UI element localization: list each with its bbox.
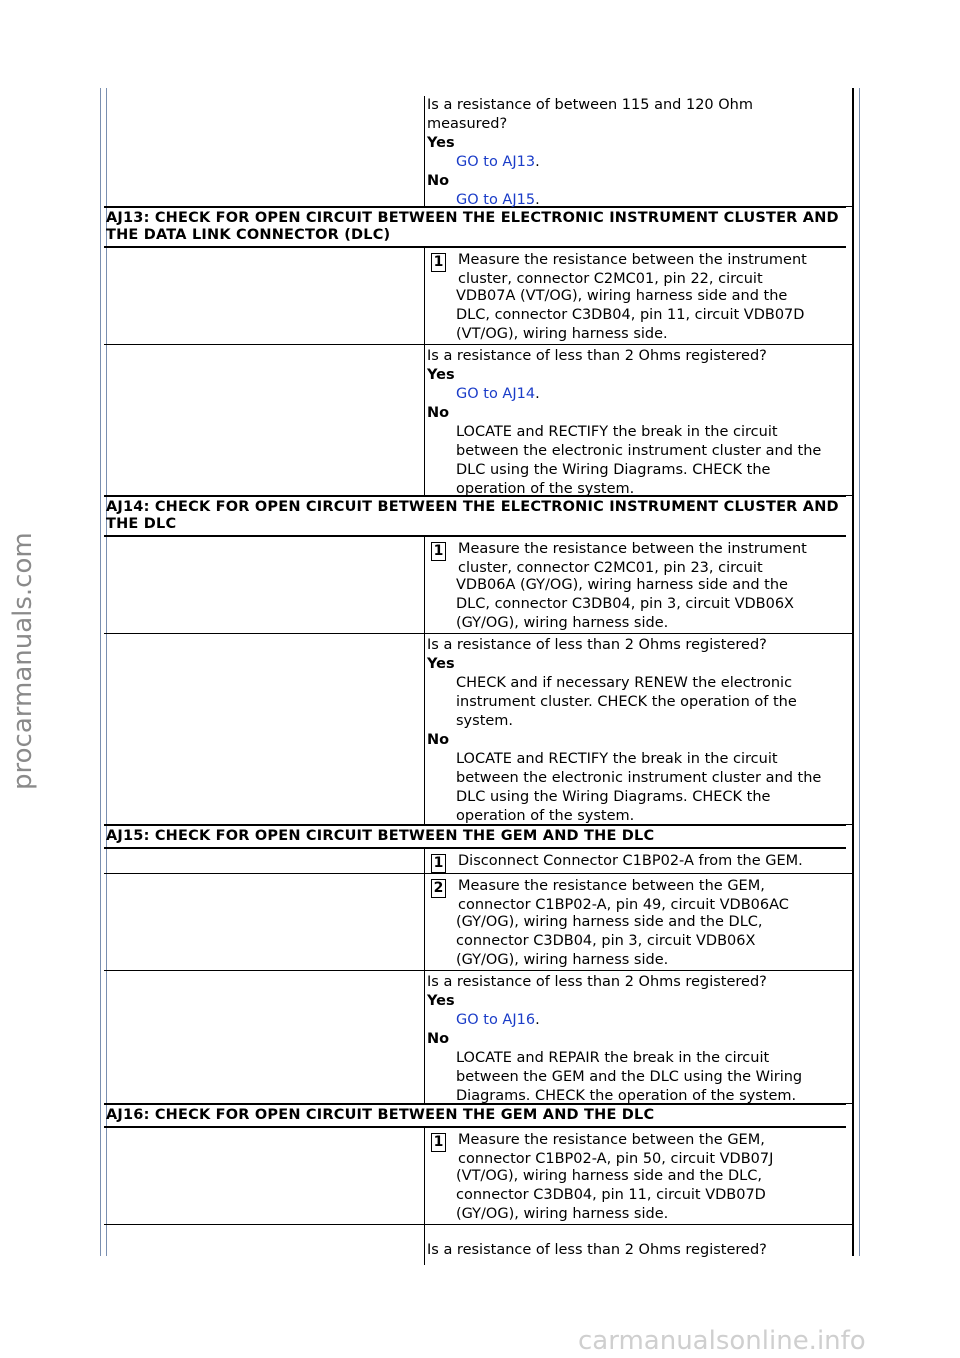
aj13-step1-row: 1 Measure the resistance between the instrument cluster, connector C2MC01, pin 22, circuit VDB07A (VT/OG), wiring harness side and the DLC, connector C3DB04, pin 11, circuit VDB07D (VT/OG), wiring harness side. bbox=[104, 248, 852, 345]
aj15-step1-row bbox=[104, 849, 852, 874]
aj15-step1-text: Disconnect Connector C1BP02-A from the GEM. bbox=[458, 853, 803, 869]
side-watermark: procarmanuals.com bbox=[8, 532, 38, 790]
yes-label: Yes bbox=[427, 135, 455, 151]
aj13-step1-text: Measure the resistance between the instrument cluster, connector C2MC01, pin 22, circuit bbox=[458, 252, 807, 287]
aj14-no-action: LOCATE and RECTIFY the break in the circuit between the electronic instrument cluster and the DLC using the Wiring Diagrams. CHECK the operation of the system. bbox=[456, 751, 822, 824]
question-text: Is a resistance of less than 2 Ohms registered? bbox=[427, 1242, 767, 1258]
aj15-header: AJ15: CHECK FOR OPEN CIRCUIT BETWEEN THE GEM AND THE DLC bbox=[104, 825, 846, 849]
yes-label: Yes bbox=[427, 993, 455, 1009]
aj14-step1-row: 1 Measure the resistance between the instrument cluster, connector C2MC01, pin 23, circuit VDB06A (GY/OG), wiring harness side and the DLC, connector C3DB04, pin 3, circuit VDB06X (GY/OG), wiring harness side. bbox=[104, 537, 852, 634]
aj14-yes-action: CHECK and if necessary RENEW the electronic instrument cluster. CHECK the operation of the system. bbox=[456, 675, 797, 729]
step-number: 1 bbox=[431, 1133, 446, 1152]
step-number: 1 bbox=[431, 253, 446, 272]
aj15-no-action: LOCATE and REPAIR the break in the circuit between the GEM and the DLC using the Wiring Diagrams. CHECK the operation of the system. bbox=[456, 1050, 803, 1104]
aj16-step1-row: 1 Measure the resistance between the GEM, connector C1BP02-A, pin 50, circuit VDB07J (VT/OG), wiring harness side and the DLC, connector C3DB04, pin 11, circuit VDB07D (GY/OG), wiring harness side. bbox=[104, 1128, 852, 1225]
question-text-cont: measured? bbox=[427, 116, 508, 132]
goto-aj13-link[interactable]: GO to AJ13 bbox=[456, 154, 536, 170]
right-page-border bbox=[852, 88, 860, 1256]
goto-aj14-link[interactable]: GO to AJ14 bbox=[456, 386, 536, 402]
no-label: No bbox=[427, 1031, 450, 1047]
aj13-no-action: LOCATE and RECTIFY the break in the circuit between the electronic instrument cluster and the DLC using the Wiring Diagrams. CHECK the operation of the system. bbox=[456, 424, 822, 497]
step-number: 2 bbox=[431, 879, 446, 898]
diagnostic-document bbox=[104, 96, 852, 1265]
no-label: No bbox=[427, 173, 450, 189]
no-label: No bbox=[427, 732, 450, 748]
step-number: 1 bbox=[431, 854, 446, 873]
top-question-cell: Is a resistance of between 115 and 120 Ohm measured? Yes GO to AJ13. No GO to AJ15. bbox=[425, 96, 852, 206]
aj16-step1-text: Measure the resistance between the GEM, connector C1BP02-A, pin 50, circuit VDB07J bbox=[458, 1132, 774, 1167]
question-text: Is a resistance of less than 2 Ohms registered? bbox=[427, 637, 767, 653]
bottom-watermark: carmanualsonline.info bbox=[578, 1326, 866, 1356]
goto-aj16-link[interactable]: GO to AJ16 bbox=[456, 1012, 536, 1028]
no-label: No bbox=[427, 405, 450, 421]
aj15-step2-text: Measure the resistance between the GEM, connector C1BP02-A, pin 49, circuit VDB06AC bbox=[458, 878, 789, 913]
question-text: Is a resistance of less than 2 Ohms registered? bbox=[427, 974, 767, 990]
aj13-question-row: Is a resistance of less than 2 Ohms registered? Yes GO to AJ14. No LOCATE and RECTIFY the break in the circuit between the electronic instrument cluster and the DLC using the Wiring Diagrams. CHECK the operation of the system. bbox=[104, 345, 852, 496]
question-text: Is a resistance of between 115 and 120 Ohm bbox=[427, 97, 753, 113]
step-number: 1 bbox=[431, 542, 446, 561]
aj16-header: AJ16: CHECK FOR OPEN CIRCUIT BETWEEN THE GEM AND THE DLC bbox=[104, 1104, 846, 1128]
yes-label: Yes bbox=[427, 367, 455, 383]
aj14-question-row bbox=[104, 634, 852, 825]
aj15-question-row: Is a resistance of less than 2 Ohms registered? Yes GO to AJ16. No LOCATE and REPAIR the break in the circuit between the GEM and the DLC using the Wiring Diagrams. CHECK the operation of the system. bbox=[104, 971, 852, 1104]
goto-aj15-link[interactable]: GO to AJ15 bbox=[456, 192, 536, 208]
aj14-header: AJ14: CHECK FOR OPEN CIRCUIT BETWEEN THE ELECTRONIC INSTRUMENT CLUSTER AND THE DLC bbox=[104, 496, 846, 537]
aj14-step1-text: Measure the resistance between the instrument cluster, connector C2MC01, pin 23, circuit bbox=[458, 541, 807, 576]
yes-label: Yes bbox=[427, 656, 455, 672]
aj15-step2-row: 2 Measure the resistance between the GEM, connector C1BP02-A, pin 49, circuit VDB06AC (GY/OG), wiring harness side and the DLC, connector C3DB04, pin 3, circuit VDB06X (GY/OG), wiring harness side. bbox=[104, 874, 852, 971]
aj13-header: AJ13: CHECK FOR OPEN CIRCUIT BETWEEN THE ELECTRONIC INSTRUMENT CLUSTER AND THE DATA LINK CONNECTOR (DLC) bbox=[104, 207, 846, 248]
question-text: Is a resistance of less than 2 Ohms registered? bbox=[427, 348, 767, 364]
top-question-row bbox=[104, 96, 852, 207]
aj16-question-row bbox=[104, 1225, 852, 1265]
